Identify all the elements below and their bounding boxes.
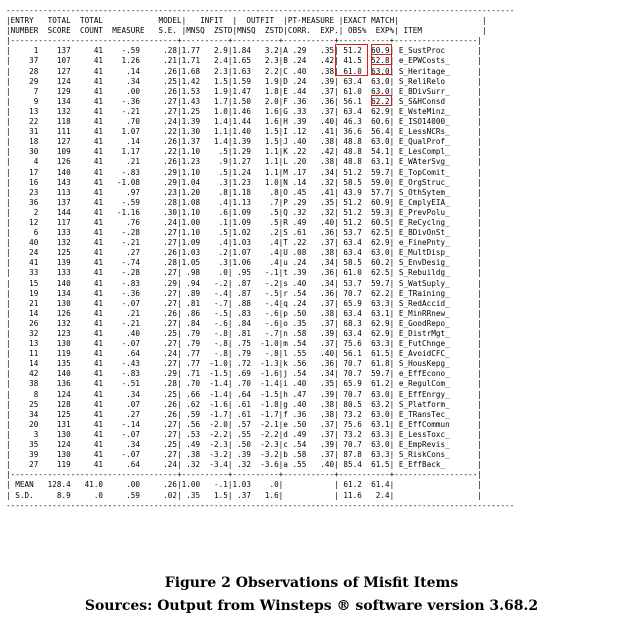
table-row: | 4 126 41 .21 .26|1.23 .9|1.27 1.1|L .20 .38| 48.8 63.1| E_WAterSvg_ | <box>6 157 483 167</box>
table-row: | 17 140 41 -.83 .29|1.10 .5|1.24 1.1|M .17 .34| 51.2 59.7| E_TopComit_ | <box>6 167 483 177</box>
table-row: | 11 119 41 .64 .24| .77 -.8| .79 -.8|l .55 .40| 56.1 61.5| E_AvoidCFC_ | <box>6 349 483 359</box>
winsteps-output-table <box>6 6 616 546</box>
figure-title: Figure 2 Observations of Misfit Items <box>164 575 459 591</box>
table-row: | 42 140 41 -.83 .29| .71 -1.5| .69 -1.6|j .54 .34| 70.7 59.7| e_EffEcono_ | <box>6 369 483 379</box>
highlight-outfit-zstd-row-6 <box>371 95 392 106</box>
table-row: | 7 129 41 .00 .26|1.53 1.9|1.47 1.8|E .44 .37| 61.0 63.0| E_BDivSurr_ | <box>6 86 483 96</box>
table-row: | 18 127 41 .14 .26|1.37 1.4|1.39 1.5|J .40 .38| 48.8 63.0| E_QualProf_ | <box>6 137 483 147</box>
table-row: | 28 127 41 .14 .26|1.68 2.3|1.63 2.2|C .40 .38| 61.0 63.0| S_Heritage_ | <box>6 66 483 76</box>
table-row: | 16 143 41 -1.08 .29|1.04 .3|1.23 1.0|N .14 .32| 58.5 59.0| E_OrgStruc_ | <box>6 177 483 187</box>
table-row: | 14 135 41 -.43 .27| .77 -1.0| .72 -1.3|k .56 .36| 70.7 61.8| S_HousKepg_ | <box>6 359 483 369</box>
table-rule-summary: |------------------------------------+----------+----------+-----------+-----------+------------------| <box>6 470 483 480</box>
table-row: | 13 130 41 -.07 .27| .79 -.8| .75 -1.0|m .54 .37| 75.6 63.3| E_FutChnge_ | <box>6 339 483 349</box>
table-text <box>6 6 616 511</box>
table-row: | 6 133 41 -.28 .27|1.10 .5|1.02 .2|S .61 .36| 53.7 62.5| E_BDivOnSt_ | <box>6 228 483 238</box>
table-row: | 34 125 41 .27 .26| .59 -1.7| .61 -1.7|f .36 .38| 73.2 63.0| E_TRansTec_ | <box>6 409 483 419</box>
table-row: | 15 140 41 -.83 .29| .94 -.2| .87 -.2|s .40 .34| 53.7 59.7| S_WatSuply_ | <box>6 278 483 288</box>
table-row: | 29 124 41 .34 .25|1.42 1.5|1.59 1.9|D .24 .39| 63.4 63.0| S_ReliRelo | <box>6 76 483 86</box>
table-row: | 32 123 41 .40 .25| .79 -.8| .81 -.7|n .58 .39| 63.4 62.9| E_DistrMgt_ | <box>6 329 483 338</box>
table-row: | 14 126 41 .21 .26| .86 -.5| .83 -.6|p .50 .38| 63.4 63.1| E_MinRRnew_ | <box>6 308 483 318</box>
table-row: | 41 139 41 -.74 .28|1.05 .3|1.06 .4|u .24 .34| 58.5 60.2| S_EnvDesig_ | <box>6 258 483 268</box>
highlight-outfit-mnsq-rows-1-3 <box>335 44 368 76</box>
table-rule-mid: |------------------------------------+----------+----------+-----------+-----------+------------------| <box>6 36 483 46</box>
table-row: | 2 144 41 -1.16 .30|1.10 .6|1.09 .5|Q .32 .32| 51.2 59.3| E_PrevPolu_ | <box>6 207 483 217</box>
figure-source: Sources: Output from Winsteps ® software version 3.68.2 <box>84 598 539 614</box>
table-rule-top: -------------------------------------------------------------------------------------------------------------- <box>6 6 515 15</box>
table-rule-bottom: -------------------------------------------------------------------------------------------------------------- <box>6 500 515 510</box>
table-row: | 25 128 41 .07 .26| .62 -1.6| .61 -1.8|g .40 .38| 80.5 63.2| S_Platform_ | <box>6 399 483 409</box>
table-row: | 1 137 41 -.59 .28|1.77 2.9|1.84 3.2|A .29 .35| 51.2 60.9| E_SustProc | <box>6 46 483 56</box>
table-row: | 31 111 41 1.07 .22|1.30 1.1|1.40 1.5|I .12 .41| 36.6 56.4| E_LessNCRs_ | <box>6 127 483 137</box>
table-row: | 19 134 41 -.36 .27| .89 -.4| .87 -.5|r .54 .36| 70.7 62.2| E_TRaining_ | <box>6 288 483 298</box>
table-row: | 20 131 41 -.14 .27| .56 -2.0| .57 -2.1|e .50 .37| 75.6 63.1| E_EffCommun | <box>6 419 483 429</box>
table-row: | 23 113 41 .97 .23|1.20 .8|1.18 .8|O .45 .41| 43.9 57.7| S_OthSytem_ | <box>6 187 483 197</box>
highlight-outfit-zstd-row-3 <box>371 64 392 75</box>
table-row: | 30 109 41 1.17 .22|1.10 .5|1.29 1.1|K .22 .42| 48.8 54.1| E_LesCompl_ | <box>6 147 483 157</box>
table-header-line-2: |NUMBER SCORE COUNT MEASURE S.E. |MNSQ ZSTD|MNSQ ZSTD|CORR. EXP.| OBS% EXP%| ITEM | <box>6 26 487 36</box>
table-row: | 35 124 41 .34 .25| .49 -2.3| .50 -2.3|c .54 .39| 70.7 63.0| E_EmpRevis_ | <box>6 440 483 450</box>
table-row: | 40 132 41 -.21 .27|1.09 .4|1.03 .4|T .22 .37| 63.4 62.9| e_FinePnty_ | <box>6 238 483 248</box>
table-row: | 13 132 41 -.21 .27|1.25 1.0|1.46 1.6|G .33 .37| 63.4 62.9| E_WsteMinz_ | <box>6 106 483 116</box>
table-row: | 24 125 41 .27 .26|1.03 .2|1.07 .4|U .08 .38| 63.4 63.0| E_MultDisp_ | <box>6 248 483 258</box>
summary-mean-row: | MEAN 128.4 41.0 .00 .26|1.00 -.1|1.03 .0| | 61.2 61.4| | <box>6 480 483 490</box>
table-header-line-1: |ENTRY TOTAL TOTAL MODEL| INFIT | OUTFIT |PT-MEASURE |EXACT MATCH| | <box>6 16 487 26</box>
table-row: | 12 117 41 .76 .24|1.00 .1|1.09 .5|R .49 .40| 51.2 60.5| E_ReCyclng_ | <box>6 217 483 227</box>
table-row: | 38 136 41 -.51 .28| .70 -1.4| .70 -1.4|i .40 .35| 65.9 61.2| e_RegulCom_ | <box>6 379 483 389</box>
table-row: | 36 137 41 -.59 .28|1.08 .4|1.13 .7|P .29 .35| 51.2 60.9| E_CmplyEIA_ | <box>6 197 483 207</box>
table-row: | 27 119 41 .64 .24| .32 -3.4| .32 -3.6|a .55 .40| 85.4 61.5| E_EffBack_ | <box>6 460 483 470</box>
table-row: | 33 133 41 -.28 .27| .98 .0| .95 -.1|t .39 .36| 61.0 62.5| S_Rebuildg_ | <box>6 268 483 278</box>
table-row: | 37 107 41 1.26 .21|1.71 2.4|1.65 2.3|B .24 .42| 41.5 52.8| e_EPWCosts_ | <box>6 56 483 66</box>
table-row: | 21 130 41 -.07 .27| .81 -.7| .88 -.4|q .24 .37| 65.9 63.3| S_RedAccid_ | <box>6 298 483 308</box>
table-row: | 26 132 41 -.21 .27| .84 -.6| .84 -.6|o .35 .37| 68.3 62.9| E_GoodRepo_ | <box>6 318 483 328</box>
table-row: | 3 130 41 -.07 .27| .53 -2.2| .55 -2.2|d .49 .37| 73.2 63.3| E_LessToxc_ | <box>6 429 483 439</box>
table-row: | 9 134 41 -.36 .27|1.43 1.7|1.50 2.0|F .36 .36| 56.1 62.2| S_S&HConsd | <box>6 96 483 106</box>
table-row: | 8 124 41 .34 .25| .66 -1.4| .64 -1.5|h .47 .39| 70.7 63.0| E_EffEnrgy_ | <box>6 389 483 399</box>
table-row: | 22 118 41 .70 .24|1.39 1.4|1.44 1.6|H .39 .40| 46.3 60.6| E_ISO14000_ | <box>6 117 483 127</box>
summary-sd-row: | S.D. 8.9 .0 .59 .02| .35 1.5| .37 1.6| | 11.6 2.4| | <box>6 490 483 500</box>
table-row: | 39 130 41 -.07 .27| .38 -3.2| .39 -3.2|b .58 .37| 87.8 63.3| S_RiskCons_ | <box>6 450 483 460</box>
